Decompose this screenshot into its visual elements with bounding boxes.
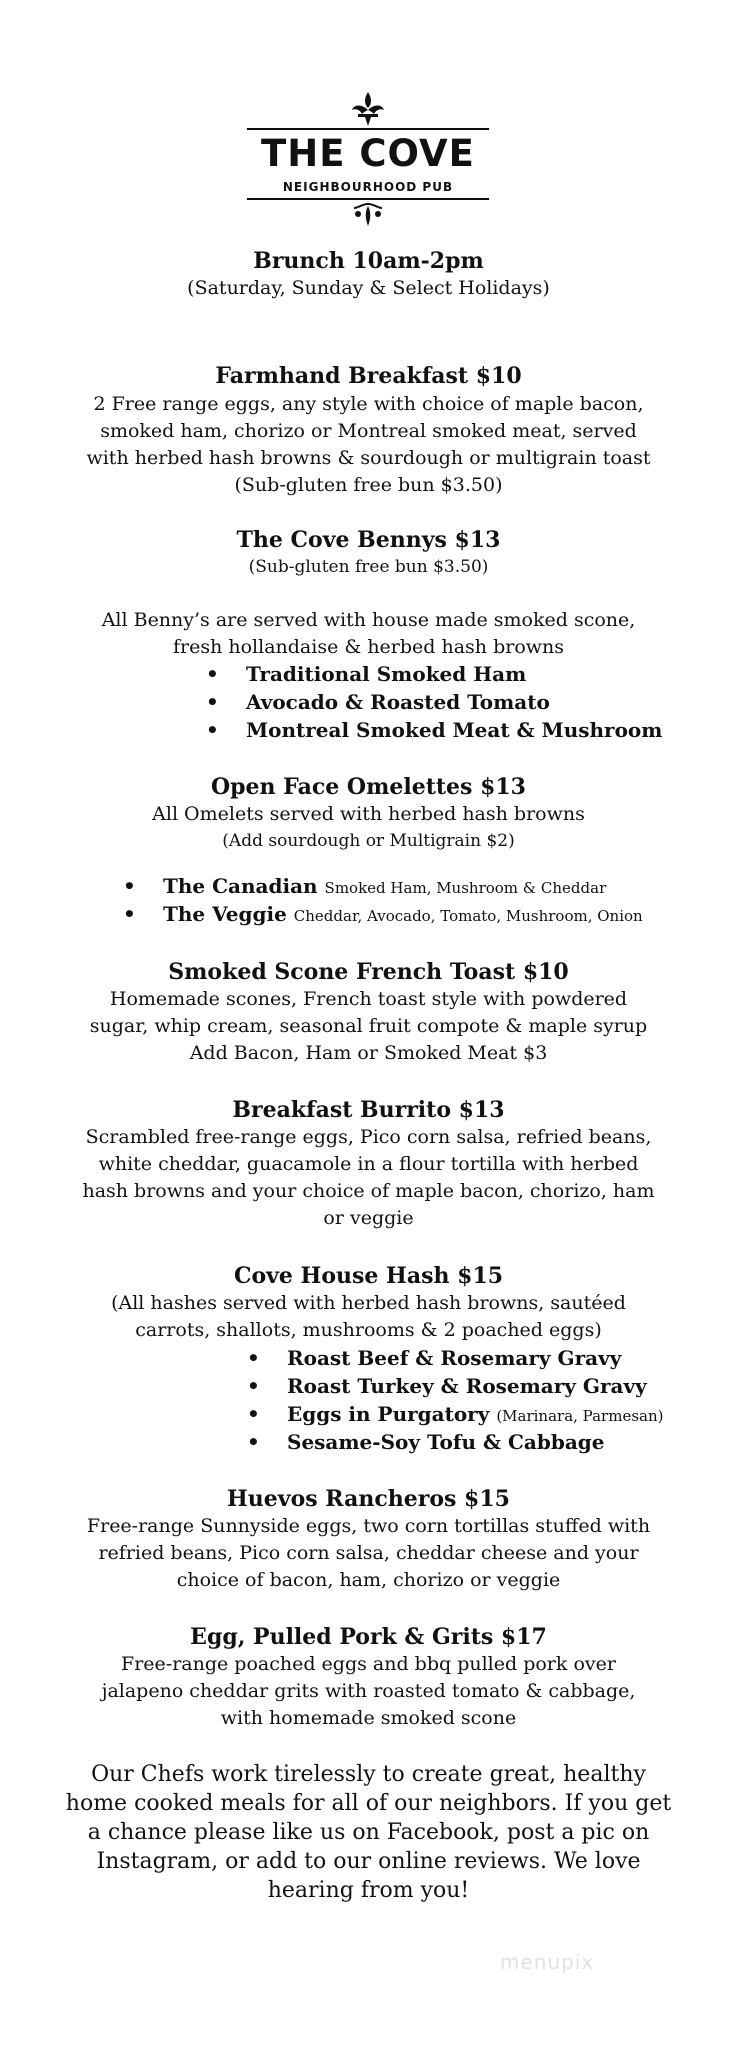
brunch-days: (Saturday, Sunday & Select Holidays) <box>187 277 550 299</box>
hash-item <box>287 1402 663 1426</box>
omelette-item-name: The Veggie <box>163 902 287 926</box>
rancheros-line-1: Free-range Sunnyside eggs, two corn tortillas stuffed with <box>86 1515 651 1537</box>
farmhand-line-2: smoked ham, chorizo or Montreal smoked meat, served <box>100 420 637 442</box>
bennys-item: • Traditional Smoked Ham <box>246 662 526 686</box>
logo-bottom-rule <box>247 198 489 200</box>
burrito-line-3: hash browns and your choice of maple bacon, chorizo, ham <box>82 1180 655 1202</box>
farmhand-title: Farmhand Breakfast $10 <box>215 363 522 389</box>
bennys-note: (Sub-gluten free bun $3.50) <box>248 557 489 577</box>
hash-line-2: carrots, shallots, mushrooms & 2 poached eggs) <box>135 1319 602 1341</box>
omelettes-line: All Omelets served with herbed hash browns <box>152 803 585 825</box>
farmhand-line-4: (Sub-gluten free bun $3.50) <box>234 474 503 496</box>
hash-title: Cove House Hash $15 <box>233 1263 504 1289</box>
hash-line-1: (All hashes served with herbed hash browns, sautéed <box>111 1292 626 1314</box>
fleur-de-lis-icon <box>348 90 388 130</box>
french-toast-title: Smoked Scone French Toast $10 <box>168 959 569 985</box>
closing-line-2: home cooked meals for all of our neighbors. If you get <box>65 1791 672 1816</box>
closing-line-3: a chance please like us on Facebook, post a pic on <box>87 1820 650 1845</box>
omelette-item-name: The Canadian <box>163 874 318 898</box>
omelette-item <box>163 902 643 926</box>
grits-title: Egg, Pulled Pork & Grits $17 <box>190 1624 547 1650</box>
bennys-line-2: fresh hollandaise & herbed hash browns <box>172 636 565 658</box>
logo-top-rule <box>247 128 489 130</box>
rancheros-line-3: choice of bacon, ham, chorizo or veggie <box>176 1569 561 1591</box>
watermark: menupix <box>500 1950 595 1974</box>
burrito-line-4: or veggie <box>323 1207 414 1229</box>
logo-title: THE COVE <box>261 132 475 175</box>
omelette-item-desc: Cheddar, Avocado, Tomato, Mushroom, Onion <box>293 907 643 925</box>
hash-item-name: Sesame-Soy Tofu & Cabbage <box>287 1430 605 1454</box>
french-toast-line-1: Homemade scones, French toast style with powdered <box>109 988 628 1010</box>
logo <box>237 90 499 230</box>
french-toast-line-3: Add Bacon, Ham or Smoked Meat $3 <box>189 1042 548 1064</box>
bennys-item: • Montreal Smoked Meat & Mushroom <box>246 718 662 742</box>
burrito-line-1: Scrambled free-range eggs, Pico corn salsa, refried beans, <box>85 1126 652 1148</box>
bennys-title: The Cove Bennys $13 <box>236 527 501 553</box>
grits-line-3: with homemade smoked scone <box>220 1707 517 1729</box>
bennys-line-1: All Benny’s are served with house made smoked scone, <box>101 609 636 631</box>
hash-item-desc: (Marinara, Parmesan) <box>496 1407 664 1425</box>
omelettes-title: Open Face Omelettes $13 <box>210 774 526 800</box>
hash-item <box>287 1346 621 1370</box>
farmhand-line-3: with herbed hash browns & sourdough or multigrain toast <box>86 447 651 469</box>
burrito-title: Breakfast Burrito $13 <box>232 1097 505 1123</box>
closing-line-4: Instagram, or add to our online reviews. We love <box>96 1849 641 1874</box>
hash-item-name: Eggs in Purgatory <box>287 1402 490 1426</box>
hash-item-name: Roast Beef & Rosemary Gravy <box>287 1346 622 1370</box>
rancheros-title: Huevos Rancheros $15 <box>227 1486 510 1512</box>
scroll-ornament-icon <box>348 202 388 228</box>
bennys-item: • Avocado & Roasted Tomato <box>246 690 550 714</box>
french-toast-line-2: sugar, whip cream, seasonal fruit compote & maple syrup <box>89 1015 648 1037</box>
hash-item-name: Roast Turkey & Rosemary Gravy <box>287 1374 647 1398</box>
brunch-hours-title: Brunch 10am-2pm <box>253 248 484 274</box>
burrito-line-2: white cheddar, guacamole in a flour tortilla with herbed <box>98 1153 639 1175</box>
logo-subtitle: NEIGHBOURHOOD PUB <box>282 180 454 194</box>
hash-item <box>287 1374 647 1398</box>
omelette-item-desc: Smoked Ham, Mushroom & Cheddar <box>324 879 607 897</box>
grits-line-2: jalapeno cheddar grits with roasted tomato & cabbage, <box>101 1680 636 1702</box>
omelette-item <box>163 874 606 898</box>
closing-line-1: Our Chefs work tirelessly to create great, healthy <box>91 1762 646 1787</box>
grits-line-1: Free-range poached eggs and bbq pulled pork over <box>121 1653 616 1675</box>
rancheros-line-2: refried beans, Pico corn salsa, cheddar cheese and your <box>98 1542 639 1564</box>
closing-line-5: hearing from you! <box>267 1878 470 1903</box>
hash-item <box>287 1430 605 1454</box>
omelettes-note: (Add sourdough or Multigrain $2) <box>222 831 515 851</box>
farmhand-line-1: 2 Free range eggs, any style with choice of maple bacon, <box>93 393 644 415</box>
